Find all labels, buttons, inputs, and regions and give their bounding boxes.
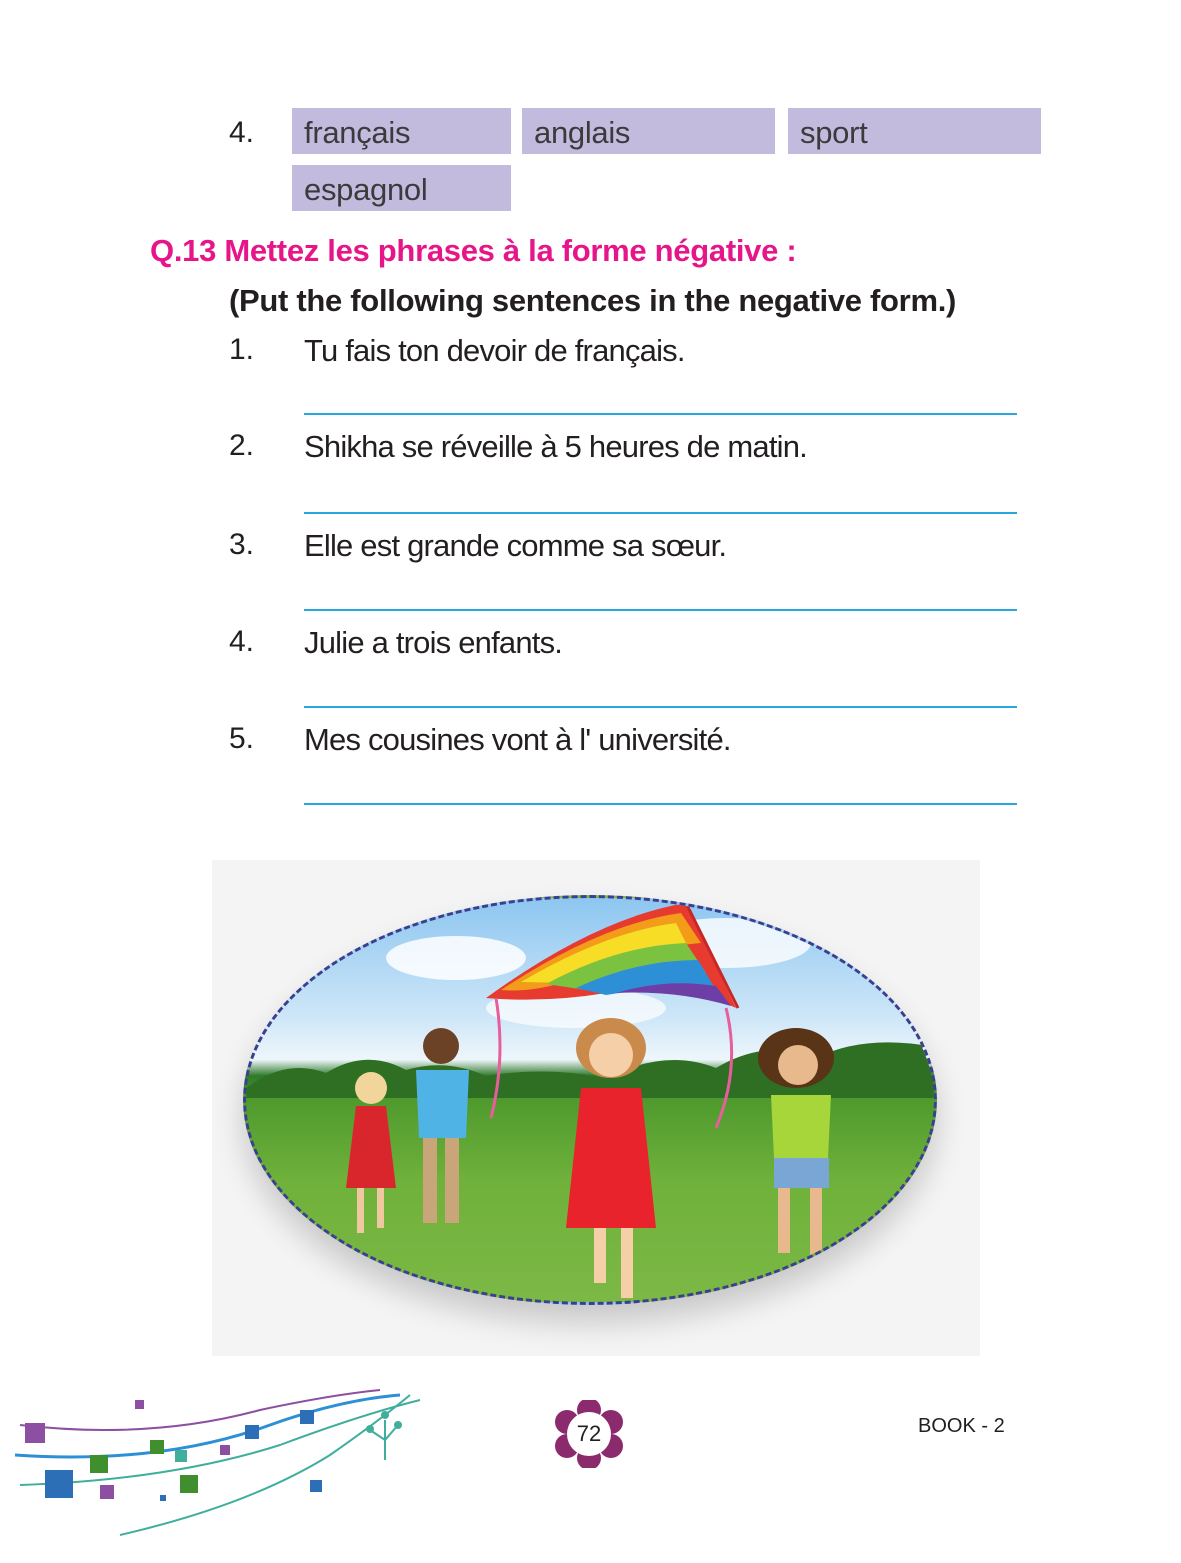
answer-line[interactable] — [304, 413, 1017, 415]
choice-chip: anglais — [522, 108, 775, 154]
children-running-with-kite-icon — [246, 898, 937, 1305]
kite-photo — [243, 895, 937, 1305]
choice-chip: sport — [788, 108, 1041, 154]
choice-chip: espagnol — [292, 165, 511, 211]
item-number: 4. — [229, 116, 255, 149]
sentence-text: Mes cousines vont à l' université. — [304, 722, 731, 757]
page-number-badge — [553, 1400, 625, 1468]
item-number: 4. — [229, 625, 255, 658]
sentence-text: Shikha se réveille à 5 heures de matin. — [304, 429, 807, 464]
question-title: Q.13 Mettez les phrases à la forme négative : — [150, 233, 797, 268]
item-number: 2. — [229, 429, 255, 462]
page-number: 72 — [576, 1421, 602, 1446]
sentence-text: Elle est grande comme sa sœur. — [304, 528, 727, 563]
answer-line[interactable] — [304, 609, 1017, 611]
choice-chip: français — [292, 108, 511, 154]
item-number: 1. — [229, 333, 255, 366]
book-label: BOOK - 2 — [918, 1415, 1005, 1437]
question-subtitle: (Put the following sentences in the negative form.) — [229, 283, 957, 318]
decorative-waves-icon — [0, 1385, 430, 1545]
answer-line[interactable] — [304, 803, 1017, 805]
item-number: 5. — [229, 722, 255, 755]
sentence-text: Tu fais ton devoir de français. — [304, 333, 685, 368]
item-number: 3. — [229, 528, 255, 561]
sentence-text: Julie a trois enfants. — [304, 625, 563, 660]
answer-line[interactable] — [304, 706, 1017, 708]
answer-line[interactable] — [304, 512, 1017, 514]
